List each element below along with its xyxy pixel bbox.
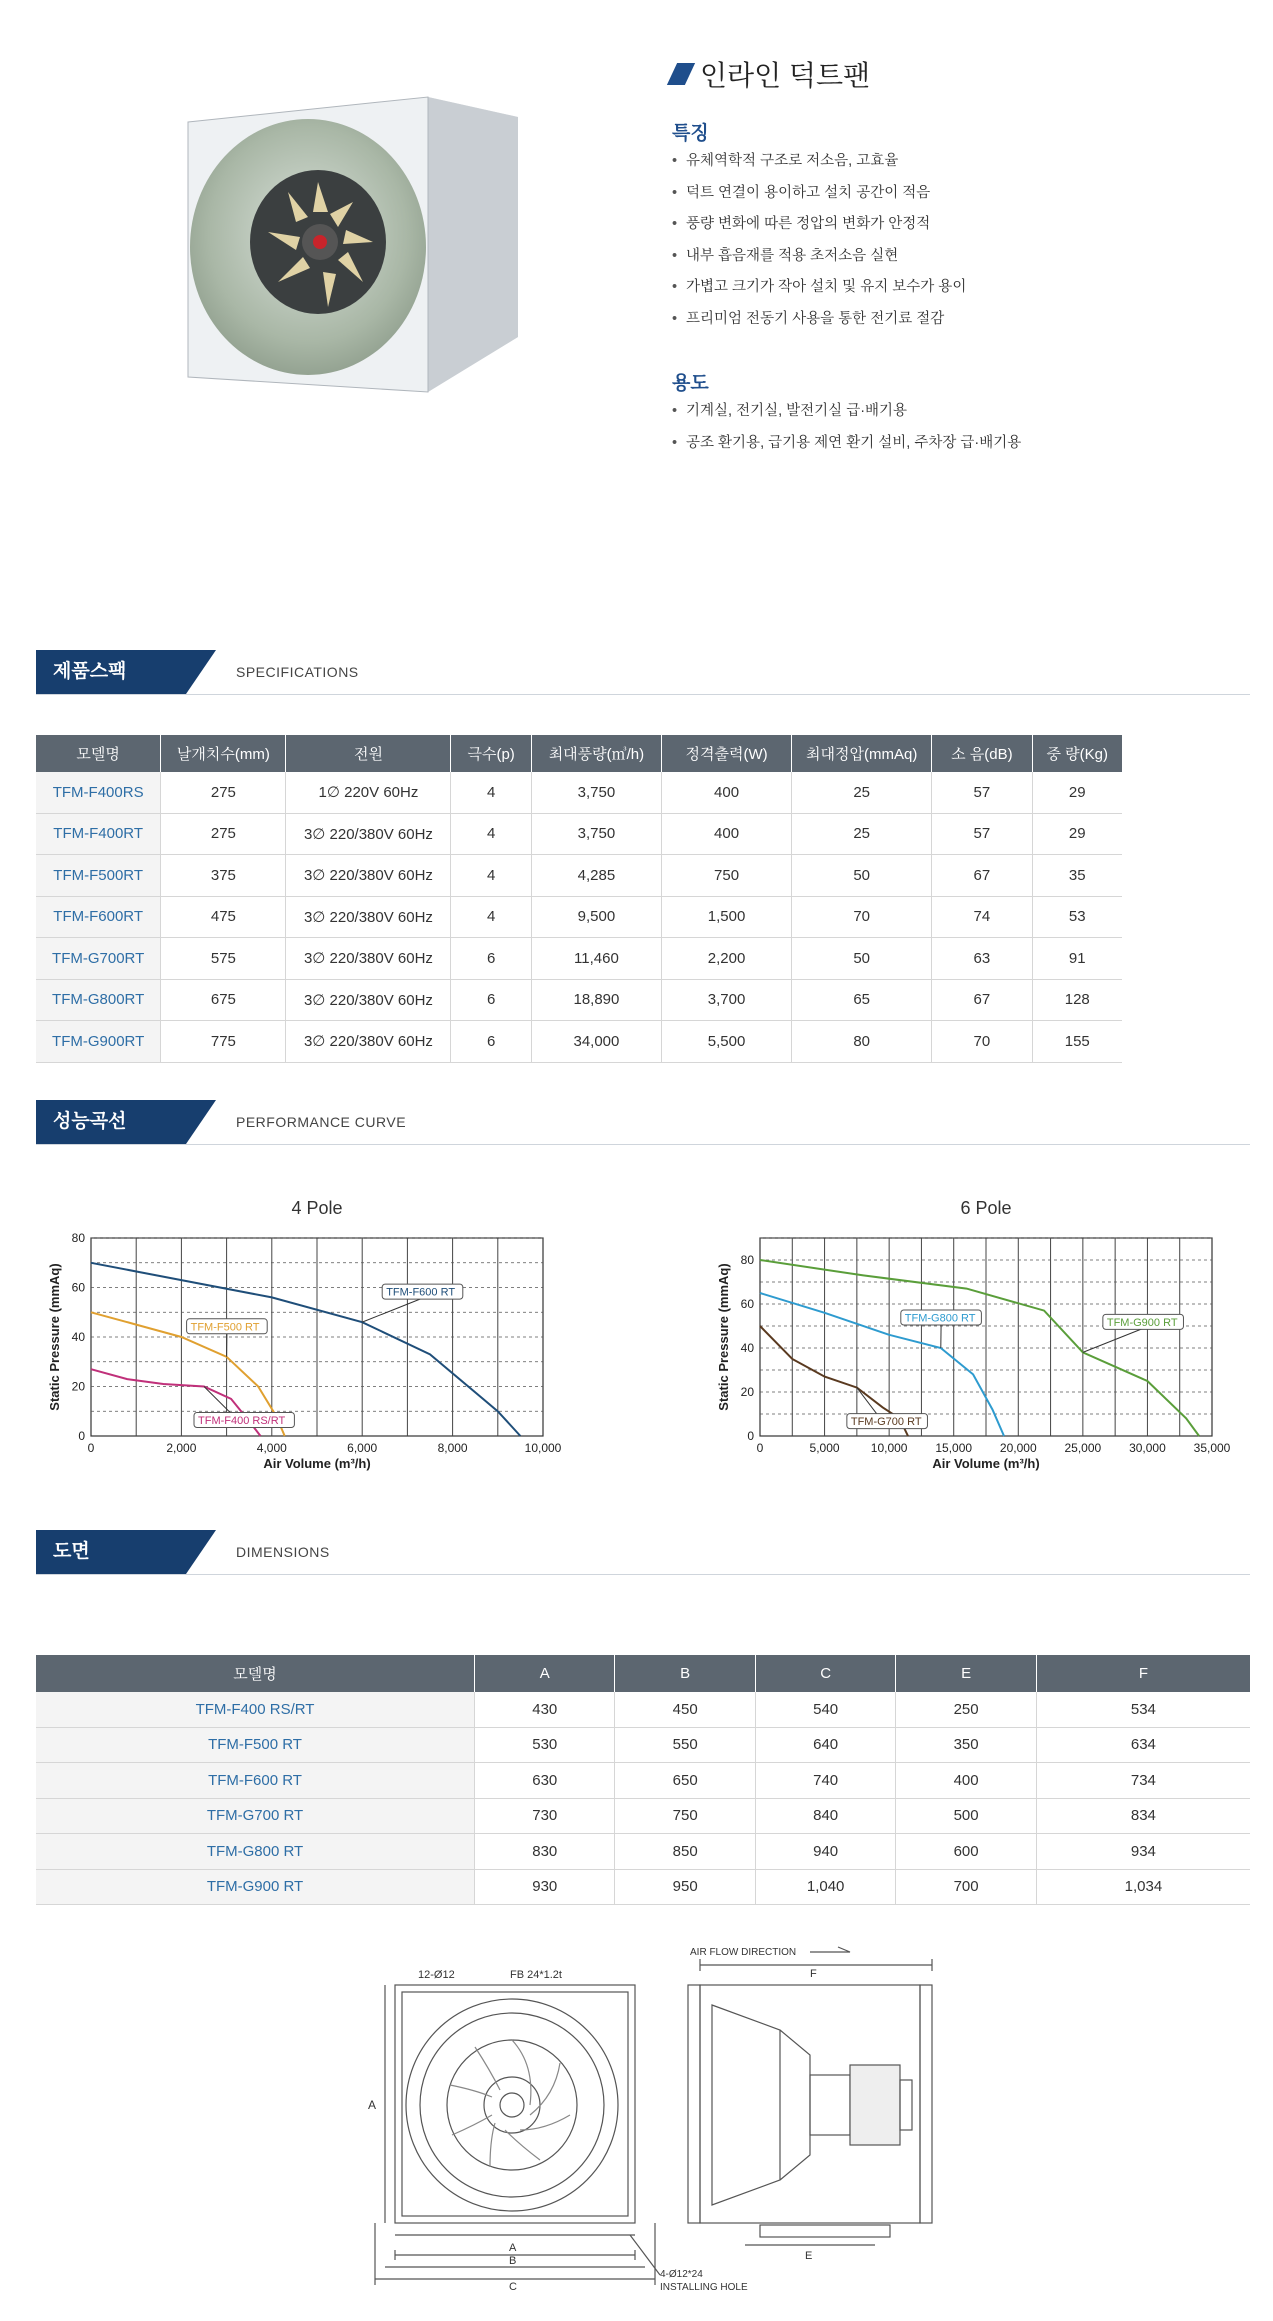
column-header: 모델명 — [36, 1655, 475, 1692]
model-cell: TFM-F600RT — [36, 896, 161, 938]
installing-count-label: 4-Ø12*24 — [660, 2269, 703, 2280]
y-tick-label: 60 — [71, 1280, 85, 1295]
table-cell: 6 — [451, 938, 531, 980]
column-header: 날개치수(mm) — [161, 735, 286, 772]
table-cell: 65 — [792, 979, 932, 1021]
column-header: A — [475, 1655, 615, 1692]
dimensions-header — [36, 1530, 1250, 1575]
front-frame — [395, 1985, 635, 2223]
performance-heading-en: PERFORMANCE CURVE — [236, 1114, 407, 1130]
x-tick-label: 30,000 — [1129, 1441, 1166, 1455]
model-cell: TFM-F400RS — [36, 772, 161, 813]
chart-6-pole — [705, 1190, 1245, 1480]
product-title-text: 인라인 덕트팬 — [700, 60, 871, 91]
table-row — [36, 1834, 1250, 1870]
table-cell: 35 — [1032, 855, 1122, 897]
x-tick-label: 8,000 — [437, 1441, 468, 1455]
model-cell: TFM-F500 RT — [36, 1727, 475, 1763]
table-row — [36, 1692, 1250, 1727]
table-cell: 3∅ 220/380V 60Hz — [286, 938, 451, 980]
table-cell: 25 — [792, 813, 932, 855]
x-tick-label: 35,000 — [1193, 1441, 1231, 1455]
features-heading: 특징 — [672, 123, 709, 144]
table-row — [36, 1869, 1250, 1905]
list-item: • 공조 환기용, 급기용 제연 환기 설비, 주차장 급·배기용 — [672, 428, 1021, 460]
table-cell: 475 — [161, 896, 286, 938]
table-cell: 400 — [662, 813, 792, 855]
table-cell: 4 — [451, 813, 531, 855]
x-tick-label: 25,000 — [1064, 1441, 1102, 1455]
series-label: TFM-G700 RT — [850, 1416, 922, 1429]
table-row — [36, 1727, 1250, 1763]
dim-a-bottom-label: A — [509, 2242, 517, 2254]
table-cell: 275 — [161, 813, 286, 855]
table-cell: 950 — [615, 1869, 755, 1905]
table-cell: 25 — [792, 772, 932, 813]
column-header: 소 음(dB) — [932, 735, 1032, 772]
column-header: 극수(p) — [451, 735, 531, 772]
table-cell: 934 — [1036, 1834, 1250, 1870]
y-axis-label: Static Pressure (mmAq) — [716, 1263, 731, 1411]
x-tick-label: 10,000 — [870, 1441, 908, 1455]
dimensions-heading-ko: 도면 — [36, 1530, 186, 1574]
table-row — [36, 1798, 1250, 1834]
table-cell: 1,034 — [1036, 1869, 1250, 1905]
table-cell: 3∅ 220/380V 60Hz — [286, 855, 451, 897]
column-header: 모델명 — [36, 735, 161, 772]
table-cell: 634 — [1036, 1727, 1250, 1763]
table-cell: 4 — [451, 772, 531, 813]
table-cell: 80 — [792, 1021, 932, 1063]
y-tick-label: 20 — [71, 1379, 85, 1394]
table-row — [36, 1021, 1122, 1063]
table-row — [36, 938, 1122, 980]
y-axis-label: Static Pressure (mmAq) — [47, 1263, 62, 1411]
column-header: B — [615, 1655, 755, 1692]
performance-heading-ko: 성능곡선 — [36, 1100, 186, 1144]
table-cell: 3∅ 220/380V 60Hz — [286, 813, 451, 855]
table-cell: 57 — [932, 813, 1032, 855]
column-header: 최대정압(mmAq) — [792, 735, 932, 772]
x-tick-label: 6,000 — [347, 1441, 378, 1455]
features-list — [672, 146, 966, 335]
installing-hole-label: INSTALLING HOLE — [660, 2282, 748, 2293]
table-cell: 6 — [451, 979, 531, 1021]
column-header: E — [896, 1655, 1036, 1692]
table-cell: 9,500 — [531, 896, 661, 938]
model-cell: TFM-F400 RS/RT — [36, 1692, 475, 1727]
table-cell: 750 — [615, 1798, 755, 1834]
table-cell: 430 — [475, 1692, 615, 1727]
table-cell: 350 — [896, 1727, 1036, 1763]
x-tick-label: 20,000 — [999, 1441, 1037, 1455]
list-item: • 덕트 연결이 용이하고 설치 공간이 적음 — [672, 178, 966, 210]
table-cell: 930 — [475, 1869, 615, 1905]
table-cell: 91 — [1032, 938, 1122, 980]
table-cell: 275 — [161, 772, 286, 813]
holes-label: 12-Ø12 — [418, 1969, 455, 1981]
series-label: TFM-G900 RT — [1106, 1316, 1178, 1329]
table-row — [36, 813, 1122, 855]
product-image — [178, 92, 518, 412]
table-cell: 650 — [615, 1763, 755, 1799]
table-cell: 63 — [932, 938, 1032, 980]
table-row — [36, 896, 1122, 938]
table-cell: 540 — [755, 1692, 895, 1727]
table-cell: 67 — [932, 979, 1032, 1021]
x-tick-label: 5,000 — [809, 1441, 840, 1455]
column-header: F — [1036, 1655, 1250, 1692]
table-header-row — [36, 1655, 1250, 1692]
table-cell: 630 — [475, 1763, 615, 1799]
performance-header — [36, 1100, 1250, 1145]
y-tick-label: 40 — [740, 1341, 754, 1355]
usage-heading: 용도 — [672, 373, 709, 394]
table-cell: 53 — [1032, 896, 1122, 938]
table-cell: 3∅ 220/380V 60Hz — [286, 1021, 451, 1063]
table-cell: 6 — [451, 1021, 531, 1063]
table-cell: 675 — [161, 979, 286, 1021]
table-cell: 50 — [792, 855, 932, 897]
model-cell: TFM-G900 RT — [36, 1869, 475, 1905]
x-tick-label: 0 — [756, 1441, 764, 1455]
dim-f-label: F — [810, 1968, 817, 1980]
model-cell: TFM-G800 RT — [36, 1834, 475, 1870]
table-cell: 1,500 — [662, 896, 792, 938]
y-tick-label: 80 — [71, 1231, 85, 1245]
table-cell: 834 — [1036, 1798, 1250, 1834]
table-cell: 11,460 — [531, 938, 661, 980]
y-tick-label: 0 — [78, 1429, 85, 1443]
dim-a-label: A — [368, 2098, 377, 2112]
table-cell: 34,000 — [531, 1021, 661, 1063]
table-cell: 1∅ 220V 60Hz — [286, 772, 451, 813]
y-tick-label: 20 — [740, 1385, 754, 1399]
table-cell: 5,500 — [662, 1021, 792, 1063]
product-title — [672, 54, 870, 94]
series-label: TFM-G800 RT — [904, 1312, 976, 1325]
list-item: • 유체역학적 구조로 저소음, 고효율 — [672, 146, 966, 178]
model-cell: TFM-F500RT — [36, 855, 161, 897]
list-item: • 기계실, 전기실, 발전기실 급·배기용 — [672, 396, 1021, 428]
model-cell: TFM-F400RT — [36, 813, 161, 855]
table-cell: 550 — [615, 1727, 755, 1763]
table-cell: 600 — [896, 1834, 1036, 1870]
model-cell: TFM-G700RT — [36, 938, 161, 980]
series-label: TFM-F500 RT — [190, 1321, 260, 1334]
table-cell: 4 — [451, 855, 531, 897]
x-axis-label: Air Volume (m³/h) — [263, 1456, 371, 1471]
table-cell: 74 — [932, 896, 1032, 938]
title-mark-icon — [667, 63, 695, 85]
fb-label: FB 24*1.2t — [510, 1969, 562, 1981]
list-item: • 프리미엄 전동기 사용을 통한 전기료 절감 — [672, 304, 966, 336]
column-header: C — [755, 1655, 895, 1692]
table-cell: 2,200 — [662, 938, 792, 980]
column-header: 최대풍량(㎥/h) — [531, 735, 661, 772]
table-cell: 1,040 — [755, 1869, 895, 1905]
airflow-label: AIR FLOW DIRECTION — [690, 1947, 797, 1958]
dim-c-label: C — [509, 2281, 517, 2293]
x-tick-label: 2,000 — [166, 1441, 197, 1455]
y-tick-label: 0 — [747, 1429, 754, 1443]
table-cell: 67 — [932, 855, 1032, 897]
chart-title: 6 Pole — [960, 1198, 1012, 1218]
table-cell: 775 — [161, 1021, 286, 1063]
y-tick-label: 60 — [740, 1297, 754, 1311]
column-header: 정격출력(W) — [662, 735, 792, 772]
table-cell: 3∅ 220/380V 60Hz — [286, 896, 451, 938]
chart-4-pole — [36, 1190, 576, 1480]
table-cell: 534 — [1036, 1692, 1250, 1727]
list-item: • 풍량 변화에 따른 정압의 변화가 안정적 — [672, 209, 966, 241]
table-cell: 840 — [755, 1798, 895, 1834]
table-cell: 400 — [896, 1763, 1036, 1799]
table-cell: 700 — [896, 1869, 1036, 1905]
specifications-table — [36, 735, 1122, 1063]
dim-e-label: E — [805, 2250, 813, 2262]
table-cell: 3,700 — [662, 979, 792, 1021]
table-cell: 750 — [662, 855, 792, 897]
table-cell: 3∅ 220/380V 60Hz — [286, 979, 451, 1021]
x-tick-label: 0 — [87, 1441, 95, 1455]
table-cell: 250 — [896, 1692, 1036, 1727]
table-cell: 575 — [161, 938, 286, 980]
y-tick-label: 80 — [740, 1253, 754, 1267]
table-cell: 128 — [1032, 979, 1122, 1021]
table-cell: 640 — [755, 1727, 895, 1763]
column-header: 중 량(Kg) — [1032, 735, 1122, 772]
table-cell: 730 — [475, 1798, 615, 1834]
list-item: • 내부 흡음재를 적용 초저소음 실현 — [672, 241, 966, 273]
table-cell: 70 — [792, 896, 932, 938]
table-cell: 4,285 — [531, 855, 661, 897]
specifications-header — [36, 650, 1250, 695]
dimension-drawing — [340, 1945, 960, 2305]
usage-list — [672, 396, 1021, 459]
table-cell: 3,750 — [531, 772, 661, 813]
dimensions-heading-en: DIMENSIONS — [236, 1544, 330, 1560]
table-cell: 29 — [1032, 813, 1122, 855]
model-cell: TFM-G900RT — [36, 1021, 161, 1063]
x-tick-label: 10,000 — [524, 1441, 562, 1455]
table-cell: 940 — [755, 1834, 895, 1870]
table-cell: 375 — [161, 855, 286, 897]
series-label: TFM-F400 RS/RT — [198, 1415, 286, 1427]
table-cell: 18,890 — [531, 979, 661, 1021]
table-cell: 500 — [896, 1798, 1036, 1834]
table-row — [36, 855, 1122, 897]
table-cell: 3,750 — [531, 813, 661, 855]
column-header: 전원 — [286, 735, 451, 772]
table-row — [36, 979, 1122, 1021]
specifications-heading-ko: 제품스팩 — [36, 650, 186, 694]
model-cell: TFM-G800RT — [36, 979, 161, 1021]
table-cell: 740 — [755, 1763, 895, 1799]
table-cell: 830 — [475, 1834, 615, 1870]
x-axis-label: Air Volume (m³/h) — [932, 1456, 1040, 1471]
table-cell: 155 — [1032, 1021, 1122, 1063]
chart-title: 4 Pole — [291, 1198, 343, 1218]
table-cell: 450 — [615, 1692, 755, 1727]
table-cell: 850 — [615, 1834, 755, 1870]
table-cell: 400 — [662, 772, 792, 813]
x-tick-label: 15,000 — [935, 1441, 973, 1455]
y-tick-label: 40 — [71, 1330, 85, 1344]
model-cell: TFM-F600 RT — [36, 1763, 475, 1799]
table-cell: 29 — [1032, 772, 1122, 813]
table-cell: 50 — [792, 938, 932, 980]
table-header-row — [36, 735, 1122, 772]
model-cell: TFM-G700 RT — [36, 1798, 475, 1834]
table-cell: 530 — [475, 1727, 615, 1763]
series-label: TFM-F600 RT — [386, 1286, 456, 1299]
dim-b-label: B — [509, 2255, 517, 2267]
table-row — [36, 1763, 1250, 1799]
table-cell: 734 — [1036, 1763, 1250, 1799]
x-tick-label: 4,000 — [256, 1441, 287, 1455]
dimensions-table — [36, 1655, 1250, 1905]
table-cell: 70 — [932, 1021, 1032, 1063]
table-cell: 4 — [451, 896, 531, 938]
specifications-heading-en: SPECIFICATIONS — [236, 664, 359, 680]
table-cell: 57 — [932, 772, 1032, 813]
table-row — [36, 772, 1122, 813]
list-item: • 가볍고 크기가 작아 설치 및 유지 보수가 용이 — [672, 272, 966, 304]
